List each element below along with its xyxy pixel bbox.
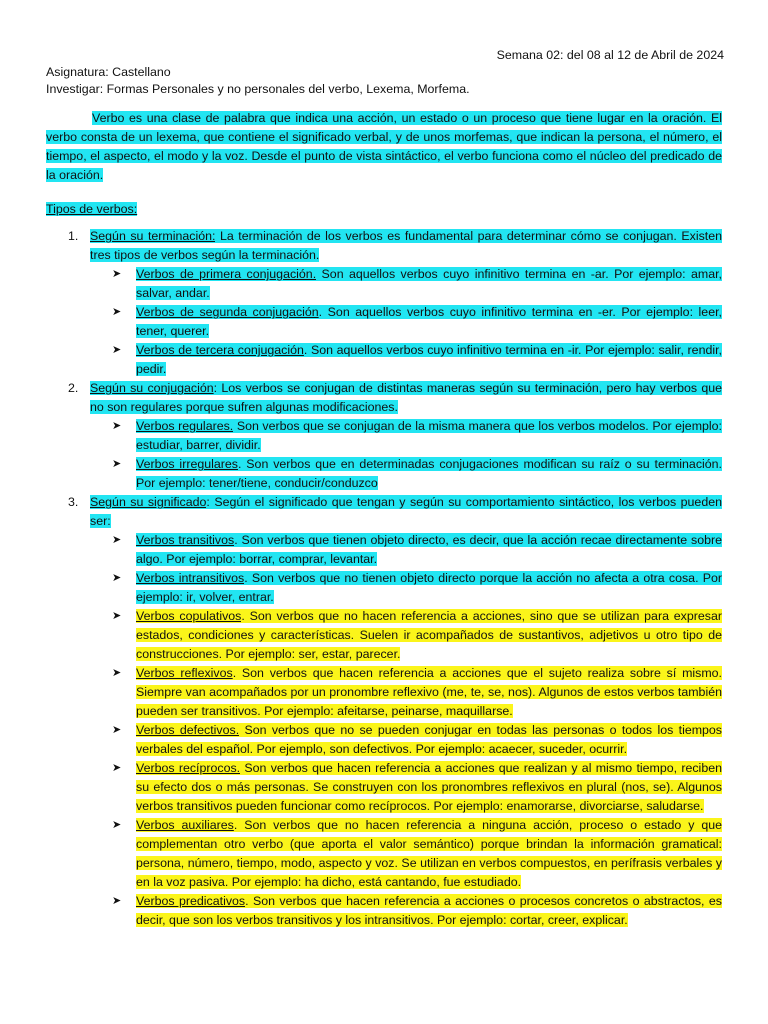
arrow-bullet-icon: ➤: [112, 268, 122, 280]
arrow-bullet-icon: ➤: [112, 819, 122, 831]
document-body: [46, 109, 722, 930]
list-item: ➤ Verbos regulares. Son verbos que se conjugan de la misma manera que los verbos modelos. Por ejemplo: estudiar, barrer, dividir.: [112, 419, 722, 452]
arrow-bullet-icon: ➤: [112, 610, 122, 622]
intro-paragraph: [46, 109, 722, 185]
section-3: [46, 493, 722, 531]
arrow-bullet-icon: ➤: [112, 724, 122, 736]
section-number: 1.: [68, 229, 79, 243]
date-line: Semana 02: del 08 al 12 de Abril de 2024: [496, 48, 724, 62]
section-title: Según su terminación:: [90, 229, 216, 243]
section-number: 3.: [68, 495, 79, 509]
list-item: ➤ Verbos copulativos. Son verbos que no hacen referencia a acciones, sino que se utilizan para expresar estados, condiciones y características. Suelen ir acompañados de sustantivos, adjetivos u otro tipo de construcciones. Por ejemplo: ser, estar, parecer.: [112, 609, 722, 661]
arrow-bullet-icon: ➤: [112, 572, 122, 584]
list-item: ➤ Verbos de tercera conjugación. Son aquellos verbos cuyo infinitivo termina en -ir. Por ejemplo: salir, rendir, pedir.: [112, 343, 722, 376]
list-item: ➤ Verbos irregulares. Son verbos que en determinadas conjugaciones modifican su raíz o su terminación. Por ejemplo: tener/tiene, conducir/conduzco: [112, 457, 722, 490]
investigate-line: Investigar: Formas Personales y no personales del verbo, Lexema, Morfema.: [46, 82, 470, 96]
section-1: [46, 227, 722, 265]
list-item: ➤ Verbos predicativos. Son verbos que hacen referencia a acciones o procesos concretos o abstractos, es decir, que son los verbos transitivos y los intransitivos. Por ejemplo: cortar, creer, explicar.: [112, 894, 722, 927]
arrow-bullet-icon: ➤: [112, 344, 122, 356]
arrow-bullet-icon: ➤: [112, 667, 122, 679]
section-number: 2.: [68, 381, 79, 395]
list-item: ➤ Verbos transitivos. Son verbos que tienen objeto directo, es decir, que la acción recae directamente sobre algo. Por ejemplo: borrar, comprar, levantar.: [112, 533, 722, 566]
arrow-bullet-icon: ➤: [112, 895, 122, 907]
section-text: : Los verbos se conjugan de distintas maneras según su terminación, pero hay verbos que no son regulares porque sufren algunas modificaciones.: [90, 381, 723, 414]
list-item: ➤ Verbos recíprocos. Son verbos que hacen referencia a acciones que realizan y al mismo tiempo, reciben su efecto dos o más personas. Se construyen con los pronombres reflexivos en plural (nos, se). Algunos verbos transitivos pueden funcionar como recíprocos. Por ejemplo: enamorarse, divorciarse, saludarse.: [112, 761, 722, 813]
tipos-heading: Tipos de verbos:: [46, 202, 138, 216]
subject-line: Asignatura: Castellano: [46, 65, 171, 79]
section-title: Según su conjugación: [90, 381, 214, 395]
arrow-bullet-icon: ➤: [112, 420, 122, 432]
section-text: La terminación de los verbos es fundamental para determinar cómo se conjugan. Existen tres tipos de verbos según la terminación.: [90, 229, 722, 262]
document-header: [46, 64, 470, 98]
arrow-bullet-icon: ➤: [112, 762, 122, 774]
section-title: Según su significado: [90, 495, 207, 509]
section-text: : Según el significado que tengan y según su comportamiento sintáctico, los verbos pueden ser:: [90, 495, 722, 528]
list-item: ➤ Verbos reflexivos. Son verbos que hacen referencia a acciones que el sujeto realiza sobre sí mismo. Siempre van acompañados por un pronombre reflexivo (me, te, se, nos). Algunos de estos verbos también pueden ser transitivos. Por ejemplo: afeitarse, peinarse, maquillarse.: [112, 666, 722, 718]
arrow-bullet-icon: ➤: [112, 306, 122, 318]
list-item: ➤ Verbos defectivos. Son verbos que no se pueden conjugar en todas las personas o todos los tiempos verbales del español. Por ejemplo, son defectivos. Por ejemplo: acaecer, suceder, ocurrir.: [112, 723, 723, 756]
arrow-bullet-icon: ➤: [112, 458, 122, 470]
list-item: ➤ Verbos auxiliares. Son verbos que no hacen referencia a ninguna acción, proceso o estado y que complementan otro verbo (que aporta el valor semántico) porque brindan la información gramatical: persona, número, tiempo, modo, aspecto y voz. Se utilizan en verbos compuestos, en perífrasis verbales y en la voz pasiva. Por ejemplo: ha dicho, está cantando, fue estudiado.: [112, 818, 723, 889]
list-item: ➤ Verbos de segunda conjugación. Son aquellos verbos cuyo infinitivo termina en -er. Por ejemplo: leer, tener, querer.: [112, 305, 722, 338]
intro-text: Verbo es una clase de palabra que indica una acción, un estado o un proceso que tiene lugar en la oración. El verbo consta de un lexema, que contiene el significado verbal, y de unos morfemas, que indican la persona, el número, el tiempo, el aspecto, el modo y la voz. Desde el punto de vista sintáctico, el verbo funciona como el núcleo del predicado de la oración.: [46, 111, 722, 182]
arrow-bullet-icon: ➤: [112, 534, 122, 546]
section-2: [46, 379, 722, 417]
list-item: ➤ Verbos intransitivos. Son verbos que no tienen objeto directo porque la acción no afecta a otra cosa. Por ejemplo: ir, volver, entrar.: [112, 571, 722, 604]
list-item: ➤ Verbos de primera conjugación. Son aquellos verbos cuyo infinitivo termina en -ar. Por ejemplo: amar, salvar, andar.: [112, 267, 722, 300]
